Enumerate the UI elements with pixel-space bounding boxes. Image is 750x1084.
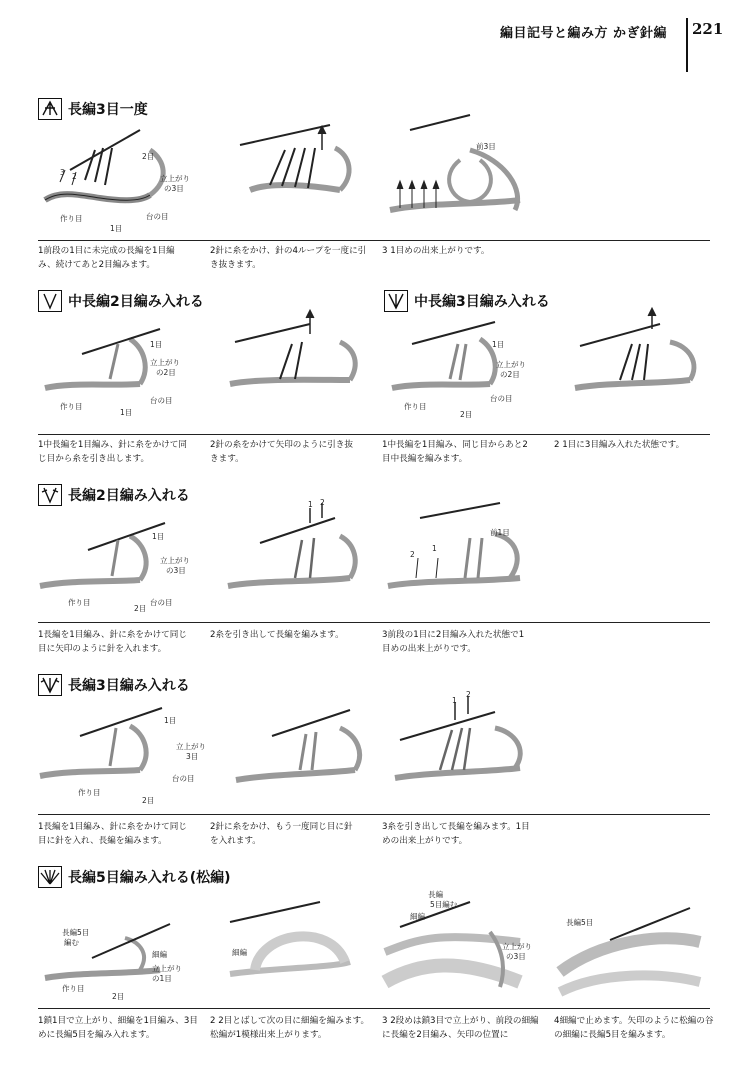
- caption: 2針に糸をかけ、もう一度同じ目に針を入れます。: [210, 822, 353, 846]
- caption: 2 1目に3目編み入れた状態です。: [554, 440, 685, 450]
- label: 1目: [120, 408, 133, 417]
- label: 3: [60, 168, 65, 177]
- label: 立上がり: [160, 174, 190, 183]
- label: 1目: [150, 340, 163, 349]
- label: 作り目: [78, 788, 101, 797]
- section-dc3tog: [0, 90, 750, 280]
- label: 3目: [186, 752, 199, 761]
- label: 作り目: [404, 402, 427, 411]
- header-divider: [686, 18, 688, 72]
- divider: [38, 434, 710, 435]
- label: の3目: [166, 566, 186, 575]
- caption: 2針の糸をかけて矢印のように引き抜きます。: [210, 440, 353, 464]
- section-title-text: 長編3目編み入れる: [68, 678, 190, 694]
- section-title-text: 中長編2目編み入れる: [68, 294, 204, 310]
- caption: 4細編で止めます。矢印のように松編の谷の細編に長編5目を編みます。: [554, 1016, 714, 1040]
- label: 1: [308, 500, 313, 509]
- label: 2: [320, 498, 325, 507]
- label: 5目編む: [430, 900, 458, 909]
- label: 台の目: [150, 598, 173, 607]
- caption: 1中長編を1目編み、同じ目からあと2目中長編を編みます。: [382, 440, 528, 464]
- header-title: 編目記号と編み方 かぎ針編: [500, 26, 668, 41]
- label: 立上がり: [502, 942, 532, 951]
- section-title-text: 中長編3目編み入れる: [414, 294, 550, 310]
- label: 2: [466, 690, 471, 699]
- caption: 1長編を1目編み、針に糸をかけて同じ目に矢印のように針を入れます。: [38, 630, 187, 654]
- page-header: [0, 18, 750, 48]
- label: 1目: [152, 532, 165, 541]
- caption: 1中長編を1目編み、針に糸をかけて同じ目から糸を引き出します。: [38, 440, 187, 464]
- label: 1: [432, 544, 437, 553]
- label: 1目: [492, 340, 505, 349]
- label: 2目: [112, 992, 125, 1001]
- label: 2目: [142, 152, 155, 161]
- label: 台の目: [490, 394, 513, 403]
- label: 2目: [460, 410, 473, 419]
- divider: [38, 814, 710, 815]
- label: 作り目: [62, 984, 85, 993]
- divider: [38, 622, 710, 623]
- label: 1: [452, 696, 457, 705]
- label: の2目: [156, 368, 176, 377]
- section-title-text: 長編2目編み入れる: [68, 488, 190, 504]
- label: 2目: [134, 604, 147, 613]
- section-title-text: 長編3目一度: [68, 102, 148, 118]
- label: 立上がり: [152, 964, 182, 973]
- label: 台の目: [172, 774, 195, 783]
- label: 立上がり: [176, 742, 206, 751]
- section-dc3inc: [0, 670, 750, 860]
- label: 長編5目: [62, 928, 90, 937]
- label: 長編5目: [566, 918, 594, 927]
- caption: 3前段の1目に2目編み入れた状態で1目めの出来上がりです。: [382, 630, 525, 654]
- label: 2: [72, 172, 77, 181]
- label: 1目: [110, 224, 123, 233]
- label: 細編: [232, 948, 247, 957]
- divider: [38, 1008, 710, 1009]
- label: の2目: [500, 370, 520, 379]
- label: の3目: [506, 952, 526, 961]
- label: 2目: [142, 796, 155, 805]
- label: 台の目: [146, 212, 169, 221]
- caption: 1前段の1目に未完成の長編を1目編み、続けてあと2目編みます。: [38, 246, 175, 270]
- label: の3目: [164, 184, 184, 193]
- caption: 2糸を引き出して長編を編みます。: [210, 630, 344, 640]
- label: 立上がり: [160, 556, 190, 565]
- label: 細編: [410, 912, 425, 921]
- label: 立上がり: [150, 358, 180, 367]
- caption: 1鎖1目で立上がり、細編を1目編み、3目めに長編5目を編み入れます。: [38, 1016, 198, 1040]
- caption: 2 2目とばして次の目に細編を編みます。松編が1模様出来上がります。: [210, 1016, 370, 1040]
- section-dc2inc: [0, 478, 750, 668]
- section-hdc-increase: [0, 284, 750, 474]
- section-title-text: 長編5目編み入れる(松編): [68, 870, 231, 886]
- page-number: 221: [692, 20, 724, 38]
- label: 1目: [164, 716, 177, 725]
- label: 立上がり: [496, 360, 526, 369]
- caption: 1長編を1目編み、針に糸をかけて同じ目に針を入れ、長編を編みます。: [38, 822, 187, 846]
- caption: 3 1目めの出来上がりです。: [382, 246, 490, 256]
- divider: [38, 240, 710, 241]
- label: 前3目: [476, 142, 496, 151]
- label: の1目: [152, 974, 172, 983]
- label: 長編: [428, 890, 443, 899]
- label: 前1目: [490, 528, 510, 537]
- caption: 3 2段めは鎖3目で立上がり、前段の細編に長編を2目編み、矢印の位置に: [382, 1016, 539, 1040]
- label: 編む: [64, 938, 79, 947]
- section-shell-stitch: [0, 862, 750, 1062]
- label: 細編: [152, 950, 167, 959]
- label: 2: [410, 550, 415, 559]
- caption: 2針に糸をかけ、針の4ループを一度に引き抜きます。: [210, 246, 367, 270]
- label: 作り目: [68, 598, 91, 607]
- caption: 3糸を引き出して長編を編みます。1目めの出来上がりです。: [382, 822, 530, 846]
- label: 作り目: [60, 402, 83, 411]
- label: 作り目: [60, 214, 83, 223]
- label: 台の目: [150, 396, 173, 405]
